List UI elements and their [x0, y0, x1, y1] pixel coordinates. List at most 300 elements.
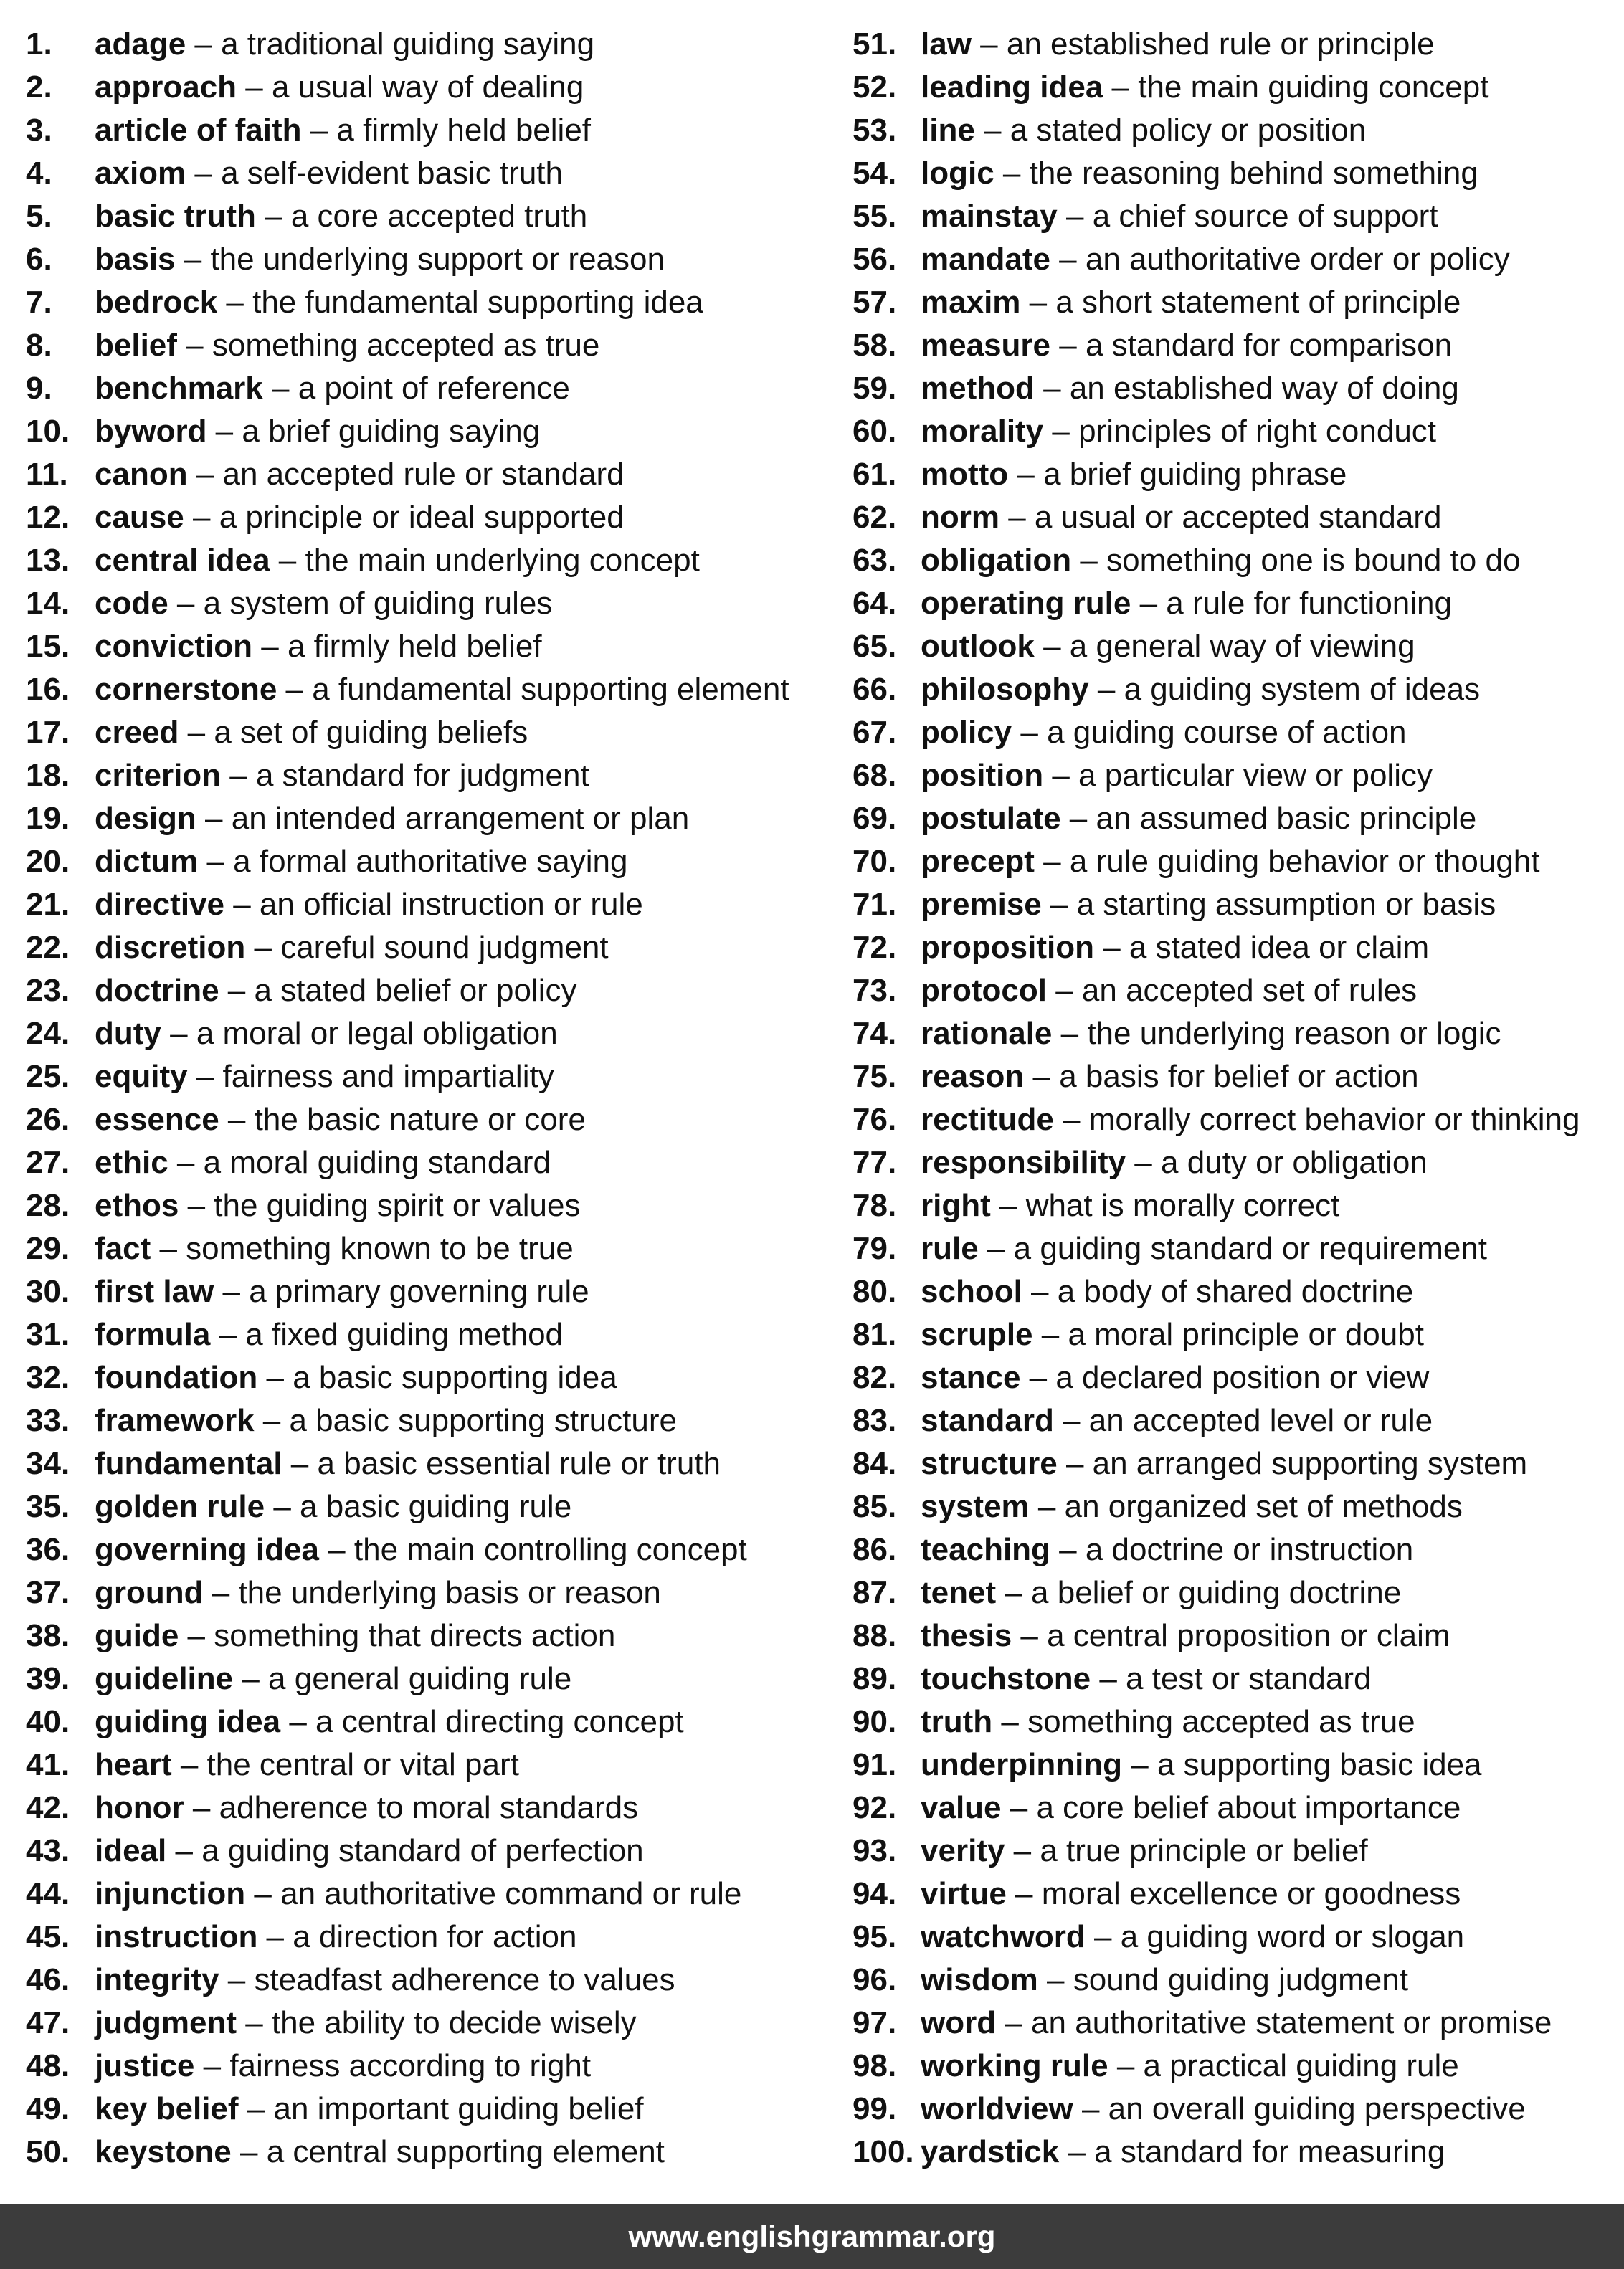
- item-term: morality: [921, 414, 1044, 449]
- item-term: underpinning: [921, 1747, 1123, 1782]
- item-separator: –: [168, 586, 204, 621]
- item-number: 14.: [26, 586, 70, 621]
- item-number: 59.: [853, 371, 897, 406]
- item-definition: a guiding standard or requirement: [1013, 1231, 1488, 1266]
- item-text: [921, 883, 1496, 926]
- item-definition: a principle or ideal supported: [219, 500, 625, 535]
- item-term: norm: [921, 500, 999, 535]
- item-text: [921, 1700, 1415, 1744]
- item-definition: an intended arrangement or plan: [231, 801, 690, 836]
- item-term: logic: [921, 156, 994, 191]
- item-text: [95, 582, 552, 625]
- item-text: [95, 1313, 563, 1356]
- item-text: [95, 453, 625, 496]
- item-separator: –: [221, 758, 256, 793]
- item-separator: –: [219, 1102, 255, 1137]
- item-separator: –: [265, 1489, 300, 1524]
- item-definition: a chief source of support: [1092, 199, 1438, 234]
- item-number: 96.: [853, 1962, 897, 1997]
- item-definition: steadfast adherence to values: [254, 1962, 675, 1997]
- item-text: [921, 1442, 1527, 1485]
- item-number: 82.: [853, 1360, 897, 1395]
- item-definition: a duty or obligation: [1161, 1145, 1428, 1180]
- item-number: 86.: [853, 1532, 897, 1567]
- item-definition: a moral or legal obligation: [196, 1016, 558, 1051]
- item-text: [95, 1787, 638, 1830]
- item-number: 16.: [26, 672, 70, 707]
- item-number: 20.: [26, 844, 70, 879]
- item-number: 4.: [26, 156, 52, 191]
- item-definition: sound guiding judgment: [1073, 1962, 1408, 1997]
- item-definition: a guiding word or slogan: [1120, 1919, 1465, 1954]
- item-definition: an official instruction or rule: [259, 887, 643, 922]
- item-term: maxim: [921, 285, 1021, 320]
- item-text: [921, 496, 1441, 539]
- item-definition: careful sound judgment: [280, 930, 609, 965]
- item-term: watchword: [921, 1919, 1086, 1954]
- item-text: [921, 1012, 1501, 1055]
- item-text: [95, 1227, 574, 1270]
- item-text: [921, 1657, 1371, 1700]
- item-number: 61.: [853, 457, 897, 492]
- item-term: touchstone: [921, 1661, 1091, 1696]
- item-definition: something known to be true: [186, 1231, 574, 1266]
- item-number: 71.: [853, 887, 897, 922]
- item-text: [921, 281, 1461, 324]
- item-number: 89.: [853, 1661, 897, 1696]
- site-footer: [0, 2204, 1624, 2269]
- item-number: 60.: [853, 414, 897, 449]
- item-text: [95, 668, 789, 711]
- item-definition: a guiding standard of perfection: [201, 1833, 644, 1868]
- item-separator: –: [1022, 1274, 1058, 1309]
- item-term: measure: [921, 328, 1051, 363]
- item-text: [95, 1873, 741, 1916]
- item-separator: –: [1057, 1446, 1093, 1481]
- item-number: 94.: [853, 1876, 897, 1911]
- item-term: byword: [95, 414, 207, 449]
- item-number: 52.: [853, 70, 897, 105]
- item-definition: the main underlying concept: [305, 543, 700, 578]
- item-number: 53.: [853, 113, 897, 148]
- item-definition: a practical guiding rule: [1143, 2048, 1459, 2083]
- item-term: injunction: [95, 1876, 246, 1911]
- item-separator: –: [1034, 371, 1070, 406]
- item-number: 93.: [853, 1833, 897, 1868]
- item-term: approach: [95, 70, 237, 105]
- item-number: 69.: [853, 801, 897, 836]
- item-number: 3.: [26, 113, 52, 148]
- item-text: [921, 1787, 1461, 1830]
- item-definition: adherence to moral standards: [219, 1790, 639, 1825]
- item-text: [95, 1055, 554, 1098]
- item-number: 18.: [26, 758, 70, 793]
- item-text: [921, 23, 1435, 66]
- item-separator: –: [1059, 2134, 1095, 2169]
- item-text: [921, 1830, 1368, 1873]
- item-separator: –: [1060, 801, 1096, 836]
- item-number: 55.: [853, 199, 897, 234]
- item-separator: –: [301, 113, 337, 148]
- item-text: [921, 711, 1407, 754]
- item-separator: –: [1008, 457, 1044, 492]
- item-term: tenet: [921, 1575, 997, 1610]
- item-number: 51.: [853, 27, 897, 62]
- item-separator: –: [179, 1188, 214, 1223]
- item-number: 50.: [26, 2134, 70, 2169]
- item-number: 41.: [26, 1747, 70, 1782]
- item-text: [95, 109, 591, 152]
- item-number: 42.: [26, 1790, 70, 1825]
- item-term: rectitude: [921, 1102, 1054, 1137]
- item-definition: a basic guiding rule: [300, 1489, 572, 1524]
- item-definition: a formal authoritative saying: [233, 844, 628, 879]
- item-text: [95, 2088, 644, 2131]
- item-separator: –: [219, 973, 255, 1008]
- item-text: [921, 1485, 1463, 1528]
- item-term: operating rule: [921, 586, 1131, 621]
- item-text: [95, 1657, 571, 1700]
- item-term: ethos: [95, 1188, 179, 1223]
- item-text: [95, 66, 584, 109]
- item-number: 88.: [853, 1618, 897, 1653]
- item-text: [921, 1141, 1428, 1184]
- item-definition: a stated belief or policy: [254, 973, 577, 1008]
- item-separator: –: [1005, 1833, 1040, 1868]
- item-separator: –: [996, 2005, 1032, 2040]
- item-separator: –: [1108, 2048, 1144, 2083]
- item-definition: a traditional guiding saying: [221, 27, 595, 62]
- item-term: premise: [921, 887, 1042, 922]
- item-separator: –: [1103, 70, 1139, 105]
- item-separator: –: [1050, 242, 1086, 277]
- item-text: [95, 238, 665, 281]
- item-text: [95, 1442, 721, 1485]
- item-definition: moral excellence or goodness: [1041, 1876, 1461, 1911]
- item-text: [95, 1141, 551, 1184]
- item-number: 36.: [26, 1532, 70, 1567]
- item-definition: a standard for judgment: [255, 758, 589, 793]
- item-text: [95, 711, 528, 754]
- item-separator: –: [318, 1532, 354, 1567]
- item-definition: a general guiding rule: [268, 1661, 572, 1696]
- item-separator: –: [1006, 1876, 1042, 1911]
- item-term: word: [921, 2005, 997, 2040]
- item-number: 43.: [26, 1833, 70, 1868]
- item-text: [921, 453, 1347, 496]
- item-term: axiom: [95, 156, 186, 191]
- item-separator: –: [270, 543, 305, 578]
- item-term: standard: [921, 1403, 1054, 1438]
- item-number: 67.: [853, 715, 897, 750]
- item-definition: an established way of doing: [1069, 371, 1459, 406]
- item-text: [921, 1399, 1433, 1442]
- item-text: [921, 1959, 1408, 2002]
- item-definition: an authoritative statement or promise: [1031, 2005, 1552, 2040]
- item-number: 26.: [26, 1102, 70, 1137]
- item-separator: –: [1122, 1747, 1157, 1782]
- item-text: [921, 109, 1366, 152]
- item-term: directive: [95, 887, 224, 922]
- item-separator: –: [280, 1704, 316, 1739]
- item-definition: a usual way of dealing: [271, 70, 584, 105]
- item-separator: –: [1012, 1618, 1048, 1653]
- item-separator: –: [187, 1059, 223, 1094]
- item-number: 85.: [853, 1489, 897, 1524]
- item-separator: –: [1073, 2091, 1108, 2126]
- item-number: 17.: [26, 715, 70, 750]
- item-number: 1.: [26, 27, 52, 62]
- item-separator: –: [1052, 1016, 1088, 1051]
- item-number: 58.: [853, 328, 897, 363]
- item-term: guiding idea: [95, 1704, 281, 1739]
- item-term: canon: [95, 457, 188, 492]
- item-separator: –: [262, 371, 298, 406]
- item-definition: a moral principle or doubt: [1068, 1317, 1424, 1352]
- item-separator: –: [1024, 1059, 1060, 1094]
- item-definition: the underlying basis or reason: [238, 1575, 661, 1610]
- item-definition: a self-evident basic truth: [221, 156, 564, 191]
- item-term: fundamental: [95, 1446, 282, 1481]
- item-separator: –: [1085, 1919, 1121, 1954]
- item-term: basic truth: [95, 199, 256, 234]
- item-separator: –: [1032, 1317, 1068, 1352]
- item-definition: an established rule or principle: [1006, 27, 1435, 62]
- item-separator: –: [1046, 973, 1082, 1008]
- item-term: keystone: [95, 2134, 232, 2169]
- item-separator: –: [179, 715, 214, 750]
- item-number: 65.: [853, 629, 897, 664]
- item-separator: –: [282, 1446, 318, 1481]
- item-term: mainstay: [921, 199, 1058, 234]
- item-text: [921, 797, 1476, 840]
- item-term: motto: [921, 457, 1009, 492]
- item-separator: –: [999, 500, 1035, 535]
- item-text: [95, 2131, 665, 2174]
- item-term: mandate: [921, 242, 1050, 277]
- item-term: equity: [95, 1059, 188, 1094]
- item-number: 29.: [26, 1231, 70, 1266]
- item-definition: something that directs action: [214, 1618, 616, 1653]
- item-separator: –: [231, 2134, 267, 2169]
- item-term: yardstick: [921, 2134, 1060, 2169]
- item-definition: a usual or accepted standard: [1034, 500, 1442, 535]
- item-number: 10.: [26, 414, 70, 449]
- item-number: 54.: [853, 156, 897, 191]
- item-number: 74.: [853, 1016, 897, 1051]
- item-separator: –: [1043, 414, 1079, 449]
- item-definition: a basic essential rule or truth: [317, 1446, 721, 1481]
- item-definition: principles of right conduct: [1078, 414, 1437, 449]
- item-term: working rule: [921, 2048, 1108, 2083]
- item-number: 5.: [26, 199, 52, 234]
- item-text: [921, 754, 1433, 797]
- item-term: discretion: [95, 930, 246, 965]
- item-term: leading idea: [921, 70, 1103, 105]
- item-text: [921, 1614, 1450, 1657]
- item-definition: the main guiding concept: [1138, 70, 1489, 105]
- item-separator: –: [245, 1876, 281, 1911]
- item-definition: a supporting basic idea: [1157, 1747, 1482, 1782]
- item-definition: the reasoning behind something: [1029, 156, 1478, 191]
- item-text: [95, 1270, 589, 1313]
- item-number: 84.: [853, 1446, 897, 1481]
- item-term: dictum: [95, 844, 199, 879]
- item-number: 72.: [853, 930, 897, 965]
- item-number: 21.: [26, 887, 70, 922]
- item-term: worldview: [921, 2091, 1073, 2126]
- item-text: [921, 2002, 1552, 2045]
- item-number: 99.: [853, 2091, 897, 2126]
- item-text: [921, 238, 1510, 281]
- item-definition: an authoritative command or rule: [280, 1876, 742, 1911]
- item-definition: the main controlling concept: [353, 1532, 747, 1567]
- item-definition: the central or vital part: [206, 1747, 519, 1782]
- item-number: 48.: [26, 2048, 70, 2083]
- item-term: code: [95, 586, 168, 621]
- item-text: [921, 1744, 1482, 1787]
- item-number: 44.: [26, 1876, 70, 1911]
- item-definition: an accepted set of rules: [1081, 973, 1418, 1008]
- item-term: golden rule: [95, 1489, 265, 1524]
- item-definition: a direction for action: [293, 1919, 577, 1954]
- item-number: 76.: [853, 1102, 897, 1137]
- item-term: verity: [921, 1833, 1005, 1868]
- item-term: stance: [921, 1360, 1021, 1395]
- item-definition: an accepted level or rule: [1088, 1403, 1433, 1438]
- item-separator: –: [996, 1575, 1032, 1610]
- item-number: 34.: [26, 1446, 70, 1481]
- item-definition: an accepted rule or standard: [222, 457, 625, 492]
- item-number: 97.: [853, 2005, 897, 2040]
- item-definition: a guiding system of ideas: [1124, 672, 1481, 707]
- item-separator: –: [245, 930, 281, 965]
- item-term: governing idea: [95, 1532, 319, 1567]
- item-definition: an organized set of methods: [1064, 1489, 1463, 1524]
- item-number: 83.: [853, 1403, 897, 1438]
- item-separator: –: [277, 672, 313, 707]
- item-term: scruple: [921, 1317, 1033, 1352]
- item-number: 78.: [853, 1188, 897, 1223]
- item-definition: an authoritative order or policy: [1085, 242, 1510, 277]
- item-term: framework: [95, 1403, 255, 1438]
- item-definition: morally correct behavior or thinking: [1088, 1102, 1580, 1137]
- item-text: [921, 2131, 1445, 2174]
- item-separator: –: [179, 1618, 214, 1653]
- item-term: philosophy: [921, 672, 1089, 707]
- item-separator: –: [1034, 629, 1070, 664]
- item-text: [921, 969, 1417, 1012]
- item-text: [921, 1528, 1413, 1571]
- item-text: [921, 2088, 1526, 2131]
- footer-url[interactable]: www.englishgrammar.org: [628, 2220, 996, 2253]
- item-term: cause: [95, 500, 184, 535]
- item-number: 33.: [26, 1403, 70, 1438]
- item-term: first law: [95, 1274, 214, 1309]
- item-text: [95, 1012, 558, 1055]
- item-definition: a basic supporting structure: [289, 1403, 677, 1438]
- item-text: [921, 1916, 1464, 1959]
- item-definition: an overall guiding perspective: [1108, 2091, 1526, 2126]
- item-term: honor: [95, 1790, 184, 1825]
- item-text: [95, 926, 609, 969]
- item-term: formula: [95, 1317, 211, 1352]
- item-term: article of faith: [95, 113, 302, 148]
- item-separator: –: [252, 629, 288, 664]
- item-text: [95, 367, 570, 410]
- item-text: [921, 1356, 1429, 1399]
- item-separator: –: [161, 1016, 196, 1051]
- item-text: [921, 539, 1520, 582]
- item-definition: a guiding course of action: [1047, 715, 1407, 750]
- item-definition: a core belief about importance: [1036, 1790, 1461, 1825]
- item-definition: a general way of viewing: [1069, 629, 1415, 664]
- item-text: [921, 1098, 1580, 1141]
- item-number: 38.: [26, 1618, 70, 1653]
- item-number: 37.: [26, 1575, 70, 1610]
- item-separator: –: [196, 801, 232, 836]
- item-text: [95, 1614, 615, 1657]
- item-definition: a starting assumption or basis: [1076, 887, 1496, 922]
- item-separator: –: [1088, 672, 1124, 707]
- item-term: rationale: [921, 1016, 1053, 1051]
- item-text: [921, 152, 1478, 195]
- item-term: instruction: [95, 1919, 258, 1954]
- item-term: system: [921, 1489, 1030, 1524]
- item-text: [95, 625, 542, 668]
- item-separator: –: [978, 1231, 1014, 1266]
- item-definition: a particular view or policy: [1078, 758, 1433, 793]
- item-definition: fairness according to right: [229, 2048, 592, 2083]
- item-definition: a declared position or view: [1055, 1360, 1430, 1395]
- item-definition: a standard for measuring: [1094, 2134, 1445, 2169]
- item-definition: a central directing concept: [315, 1704, 684, 1739]
- item-term: rule: [921, 1231, 979, 1266]
- item-number: 92.: [853, 1790, 897, 1825]
- item-number: 13.: [26, 543, 70, 578]
- item-term: precept: [921, 844, 1035, 879]
- item-term: value: [921, 1790, 1002, 1825]
- item-separator: –: [254, 1403, 290, 1438]
- item-number: 12.: [26, 500, 70, 535]
- item-term: criterion: [95, 758, 222, 793]
- item-text: [95, 281, 703, 324]
- item-term: guide: [95, 1618, 179, 1653]
- item-separator: –: [176, 328, 212, 363]
- item-separator: –: [1041, 887, 1077, 922]
- item-separator: –: [214, 1274, 250, 1309]
- item-separator: –: [1091, 1661, 1126, 1696]
- item-separator: –: [187, 457, 223, 492]
- item-number: 19.: [26, 801, 70, 836]
- item-separator: –: [210, 1317, 246, 1352]
- item-number: 11.: [26, 457, 68, 492]
- item-separator: –: [238, 2091, 274, 2126]
- item-definition: a set of guiding beliefs: [214, 715, 528, 750]
- item-text: [921, 2045, 1459, 2088]
- item-definition: the basic nature or core: [254, 1102, 586, 1137]
- item-separator: –: [1093, 930, 1129, 965]
- item-term: benchmark: [95, 371, 263, 406]
- item-text: [95, 1356, 617, 1399]
- item-term: truth: [921, 1704, 993, 1739]
- item-separator: –: [236, 2005, 272, 2040]
- item-text: [921, 625, 1415, 668]
- item-separator: –: [224, 887, 260, 922]
- item-definition: the ability to decide wisely: [271, 2005, 637, 2040]
- item-separator: –: [1050, 1532, 1086, 1567]
- item-number: 68.: [853, 758, 897, 793]
